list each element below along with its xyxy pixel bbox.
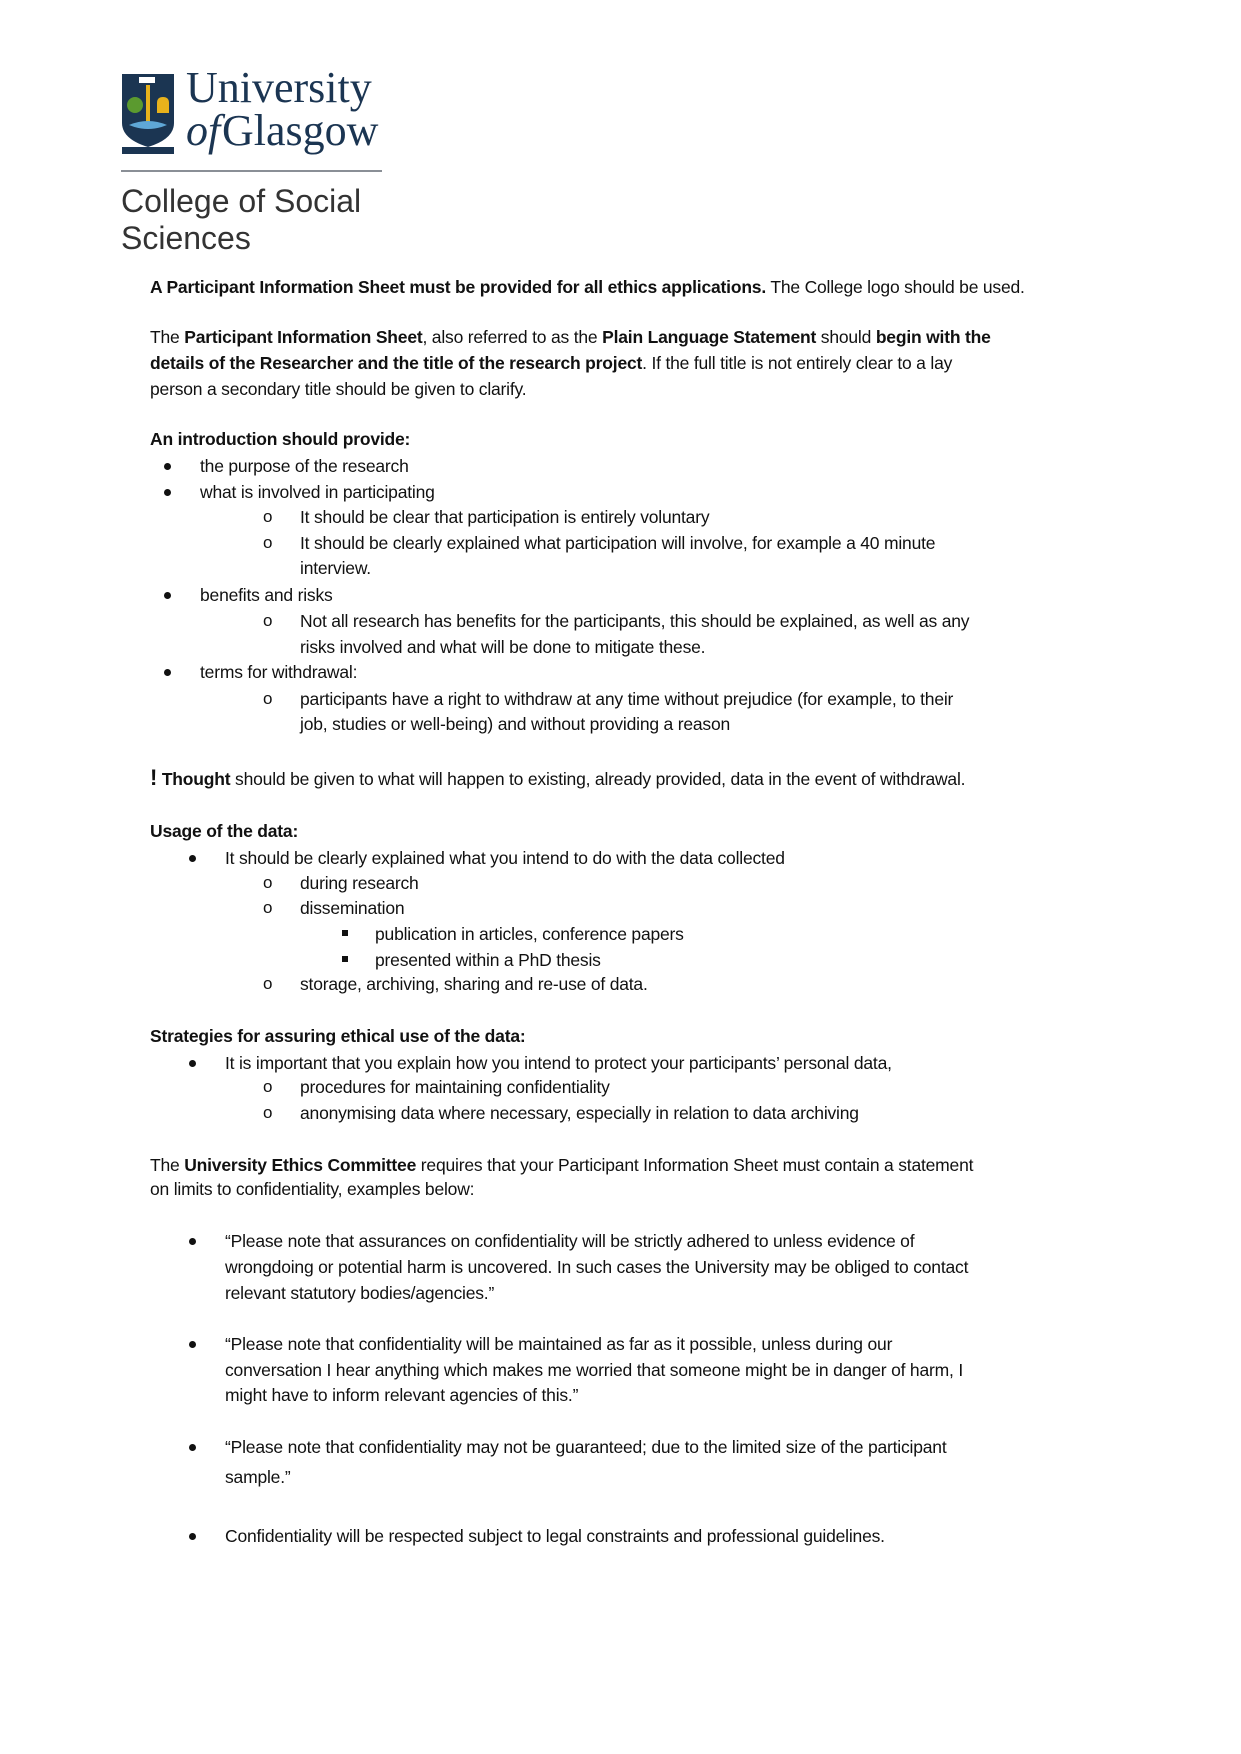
logo-divider [121, 170, 382, 172]
circle-bullet-icon: o [263, 507, 273, 526]
circle-bullet-icon: o [263, 689, 273, 708]
bullet-icon [189, 1444, 196, 1451]
heading-text: Strategies for assuring ethical use of the data: [150, 1026, 526, 1046]
text: requires that your Participant Information Sheet must contain a statement [416, 1155, 974, 1175]
square-bullet-icon [342, 930, 348, 936]
bullet-icon [164, 669, 171, 676]
list-item: presented within a PhD thesis [375, 950, 601, 970]
bullet-icon [164, 463, 171, 470]
example-quote: wrongdoing or potential harm is uncovered. In such cases the University may be obliged to contact [225, 1257, 969, 1277]
bold-text: Participant Information Sheet [184, 327, 423, 347]
example-quote: conversation I hear anything which makes me worried that someone might be in danger of harm, I [225, 1360, 963, 1380]
text: should [816, 327, 876, 347]
bullet-icon [164, 489, 171, 496]
thought-note [150, 767, 965, 790]
circle-bullet-icon: o [263, 1077, 273, 1096]
circle-bullet-icon: o [263, 974, 273, 993]
bullet-icon [189, 1060, 196, 1067]
circle-bullet-icon: o [263, 898, 273, 917]
circle-bullet-icon: o [263, 1103, 273, 1122]
list-item: anonymising data where necessary, especially in relation to data archiving [300, 1103, 859, 1123]
bullet-icon [189, 1533, 196, 1540]
list-item: Not all research has benefits for the participants, this should be explained, as well as any [300, 611, 970, 631]
text: The College logo should be used. [766, 277, 1025, 297]
list-item: during research [300, 873, 419, 893]
example-quote: sample.” [225, 1467, 291, 1487]
list-item-cont: job, studies or well-being) and without providing a reason [300, 714, 731, 734]
bullet-icon [164, 592, 171, 599]
text: The [150, 327, 185, 347]
exclamation-icon: ! [150, 765, 158, 790]
list-item: procedures for maintaining confidentiality [300, 1077, 610, 1097]
bold-text: University Ethics Committee [184, 1155, 417, 1175]
college-name: College of Social [121, 183, 362, 219]
bold-text: details of the Researcher and the title of the research project [150, 353, 643, 373]
college-name-2: Sciences [121, 220, 251, 256]
pis-paragraph-line [150, 352, 952, 374]
heading-text: An introduction should provide: [150, 429, 411, 449]
list-item: It should be clearly explained what participation will involve, for example a 40 minute [300, 533, 936, 553]
list-item: participants have a right to withdraw at any time without prejudice (for example, to their [300, 689, 954, 709]
list-item: benefits and risks [200, 585, 333, 605]
square-bullet-icon [342, 956, 348, 962]
example-quote: “Please note that confidentiality may not be guaranteed; due to the limited size of the participant [225, 1437, 947, 1457]
pis-paragraph-line: person a secondary title should be given to clarify. [150, 379, 527, 399]
pis-paragraph-line [150, 326, 991, 348]
list-item: terms for withdrawal: [200, 662, 358, 682]
list-item: the purpose of the research [200, 456, 409, 476]
committee-paragraph [150, 1154, 973, 1176]
list-item-cont: interview. [300, 558, 371, 578]
intro-paragraph [150, 276, 1025, 298]
example-quote: Confidentiality will be respected subject to legal constraints and professional guidelines. [225, 1526, 885, 1546]
example-quote: “Please note that confidentiality will be maintained as far as it possible, unless during our [225, 1334, 893, 1354]
bold-text: Thought [161, 769, 231, 789]
bullet-icon [189, 855, 196, 862]
list-item-cont: risks involved and what will be done to mitigate these. [300, 637, 706, 657]
logo-of: of [186, 106, 221, 155]
section-heading [150, 1025, 526, 1047]
example-quote: relevant statutory bodies/agencies.” [225, 1283, 495, 1303]
list-item: dissemination [300, 898, 405, 918]
list-item: publication in articles, conference papers [375, 924, 684, 944]
example-quote: might have to inform relevant agencies of this.” [225, 1385, 579, 1405]
circle-bullet-icon: o [263, 611, 273, 630]
section-heading [150, 428, 410, 450]
bold-text: begin with the [875, 327, 991, 347]
logo-glasgow: Glasgow [222, 106, 379, 155]
bold-text: Plain Language Statement [602, 327, 817, 347]
crest-icon [121, 73, 175, 155]
heading-text: Usage of the data: [150, 821, 299, 841]
text: The [150, 1155, 185, 1175]
text: should be given to what will happen to existing, already provided, data in the event of withdrawal. [230, 769, 966, 789]
example-quote: “Please note that assurances on confidentiality will be strictly adhered to unless evidence of [225, 1231, 915, 1251]
list-item: It is important that you explain how you intend to protect your participants’ personal data, [225, 1053, 892, 1073]
bold-text: A Participant Information Sheet must be provided for all ethics applications. [150, 277, 767, 297]
list-item: what is involved in participating [200, 482, 435, 502]
bullet-icon [189, 1341, 196, 1348]
section-heading [150, 820, 298, 842]
bullet-icon [189, 1238, 196, 1245]
text: , also referred to as the [422, 327, 603, 347]
text: . If the full title is not entirely clear to a lay [642, 353, 953, 373]
committee-paragraph-line: on limits to confidentiality, examples below: [150, 1179, 475, 1199]
list-item: It should be clear that participation is entirely voluntary [300, 507, 710, 527]
list-item: storage, archiving, sharing and re-use of data. [300, 974, 648, 994]
logo-university: University [186, 63, 372, 112]
list-item: It should be clearly explained what you intend to do with the data collected [225, 848, 785, 868]
circle-bullet-icon: o [263, 533, 273, 552]
circle-bullet-icon: o [263, 873, 273, 892]
